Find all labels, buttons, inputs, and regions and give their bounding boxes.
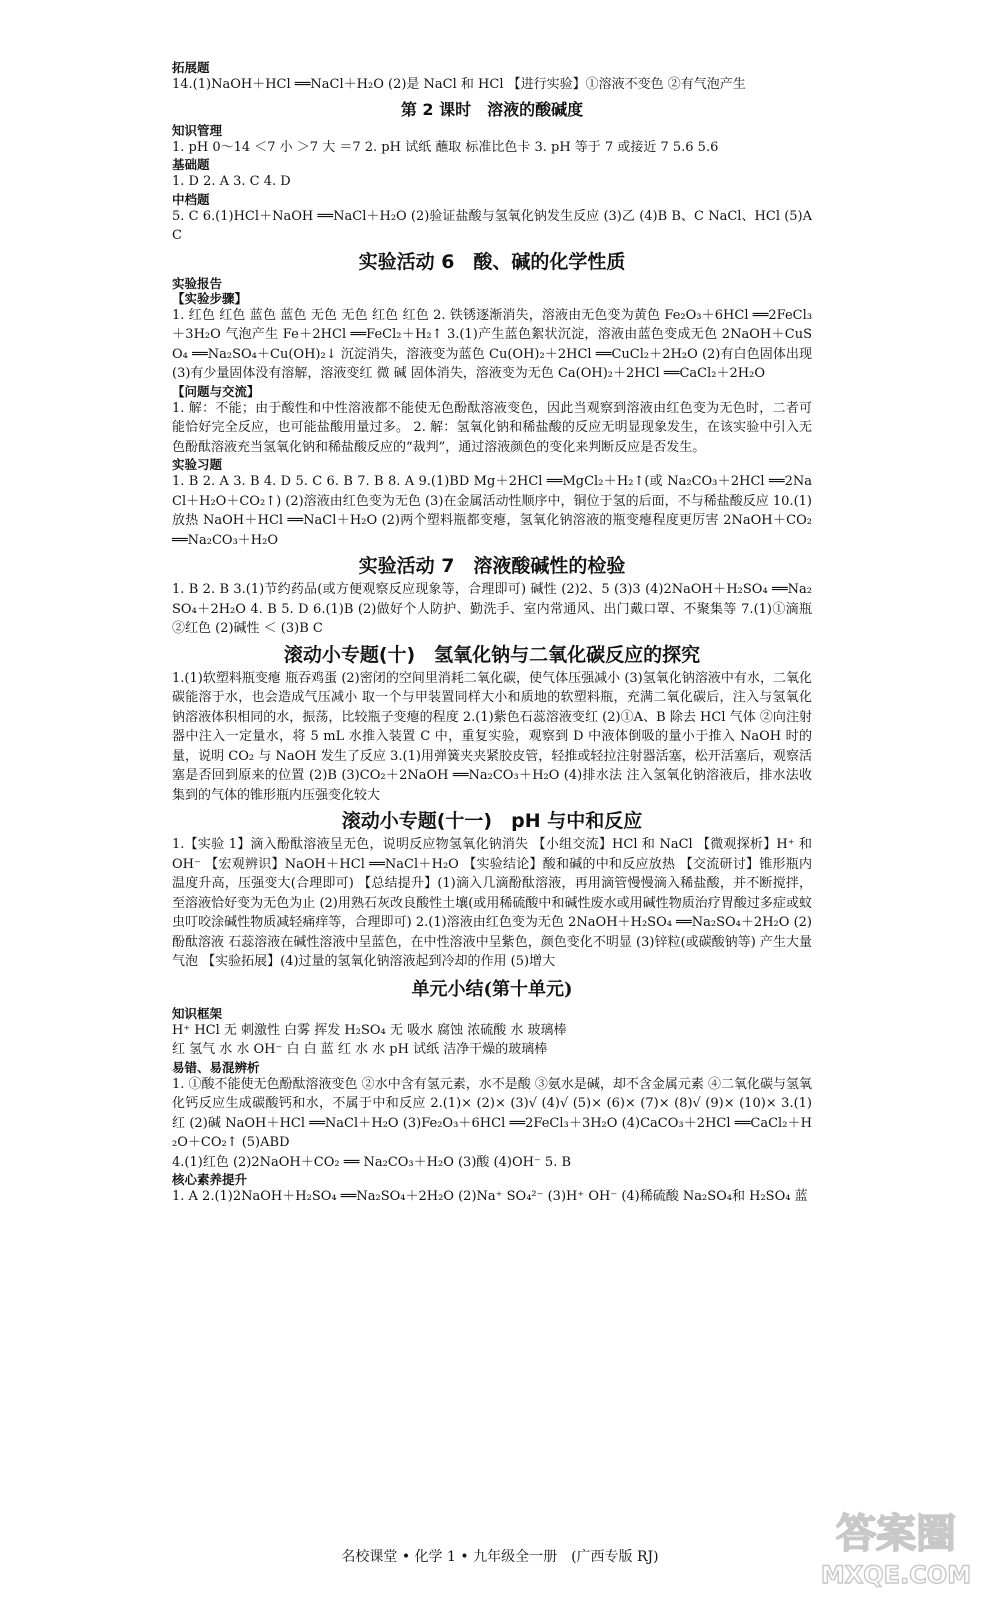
watermark-main-text: 答案圈 [836, 1511, 956, 1557]
section-label-tuozhan: 拓展题 [172, 60, 210, 75]
answer-zhongdang: 5. C 6.(1)HCl＋NaOH ══NaCl＋H₂O (2)验证盐酸与氢氧化钠发生反应 (3)乙 (4)B B、C NaCl、HCl (5)AC [172, 208, 812, 243]
answer-qa: 1. 解：不能；由于酸性和中性溶液都不能使无色酚酞溶液变色，因此当观察到溶液由红色变为无色时，二者可能恰好完全反应，也可能盐酸用量过多。 2. 解：氢氧化钠和稀盐酸的反应无明显现象发生，在该实验中引入无色酚酞溶液充当氢氧化钠和稀盐酸反应的“裁判”，通过溶液颜色的变化来判断反应是否发生。 [172, 400, 812, 455]
label-report: 实验报告 [172, 275, 223, 291]
answer-topic10: 1.(1)软塑料瓶变瘪 瓶吞鸡蛋 (2)密闭的空间里消耗二氧化碳，使气体压强减小 (3)氢氧化钠溶液中有水，二氧化碳能溶于水，也会造成气压减小 取一个与甲装置同样大小和质地的软塑料瓶，充满二氧化碳后，注入与氢氧化钠溶液体积相同的水，振荡，比较瓶子变瘪的程度 2.(1)紫色石蕊溶液变红 (2)①A、B 除去 HCl 气体 ②向注射器中注入一定量水，将 5 mL 水推入装置 C 中，重复实验，观察到 D 中液体倒吸的量小于推入 NaOH 时的量，说明 CO₂ 与 NaOH 发生了反应 3.(1)用弹簧夹夹紧胶皮管，轻推或轻拉注射器活塞，松开活塞后，观察活塞是否回到原来的位置 (2)B (3)CO₂＋2NaOH ══Na₂CO₃＋H₂O (4)排水法 注入氢氧化钠溶液后，排水法收集到的气体的锥形瓶内压强变化较大 [172, 670, 812, 803]
answer-frame-line2: 红 氢气 水 水 OH⁻ 白 白 蓝 红 水 水 pH 试纸 洁净干燥的玻璃棒 [172, 1042, 548, 1057]
answer-core: 1. A 2.(1)2NaOH＋H₂SO₄ ══Na₂SO₄＋2H₂O (2)Na⁺ SO₄²⁻ (3)H⁺ OH⁻ (4)稀硫酸 Na₂SO₄和 H₂SO₄ 蓝 [172, 1189, 808, 1204]
answer-confusion: 1. ①酸不能使无色酚酞溶液变色 ②水中含有氢元素，水不是酸 ③氨水是碱，却不含金属元素 ④二氧化碳与氢氧化钙反应生成碳酸钙和水，不属于中和反应 2.(1)× (2)× (3)√ (4)√ (5)× (6)× (7)× (8)√ (9)× (10)× 3.(1)红 (2)碱 NaOH＋HCl ══NaCl＋H₂O (3)Fe₂O₃＋6HCl ══2FeCl₃＋3H₂O (4)CaCO₃＋2HCl ══CaCl₂＋H₂O＋CO₂↑ (5)ABD [172, 1076, 812, 1150]
answer-jichu: 1. D 2. A 3. C 4. D [172, 174, 291, 189]
activity6-title: 实验活动 6 酸、碱的化学性质 [358, 250, 626, 273]
answer-topic11: 1.【实验 1】滴入酚酞溶液呈无色，说明反应物氢氧化钠消失 【小组交流】HCl 和 NaCl 【微观探析】H⁺ 和 OH⁻ 【宏观辨识】NaOH＋HCl ══NaCl＋H₂O 【实验结论】酸和碱的中和反应放热 【交流研讨】锥形瓶内温度升高，压强变大(合理即可) 【总结提升】(1)滴入几滴酚酞溶液，再用滴管慢慢滴入稀盐酸，并不断搅拌，至溶液恰好变为无色为止 (2)用熟石灰改良酸性土壤(或用稀硫酸中和碱性废水或用碱性物质治疗胃酸过多症或蚊虫叮咬涂碱性物质减轻痛痒等，合理即可) 2.(1)溶液由红色变为无色 2NaOH＋H₂SO₄ ══Na₂SO₄＋2H₂O (2)酚酞溶液 石蕊溶液在碱性溶液中呈蓝色，在中性溶液中呈紫色，颜色变化不明显 (3)锌粒(或碳酸钠等) 产生大量气泡 【实验拓展】(4)过量的氢氧化钠溶液起到冷却的作用 (5)增大 [172, 837, 812, 969]
activity7-title: 实验活动 7 溶液酸碱性的检验 [358, 555, 626, 577]
answer-zhishi: 1. pH 0～14 ＜7 小 ＞7 大 ＝7 2. pH 试纸 蘸取 标准比色卡 3. pH 等于 7 或接近 7 5.6 5.6 [172, 139, 719, 155]
label-steps: 【实验步骤】 [172, 290, 248, 306]
label-zhongdang: 中档题 [172, 191, 210, 207]
label-zhishi: 知识管理 [172, 122, 223, 138]
summary-title: 单元小结(第十单元) [411, 978, 573, 1000]
label-core: 核心素养提升 [172, 1172, 248, 1187]
watermark-logo [812, 1495, 980, 1593]
label-confusion: 易错、易混辨析 [172, 1059, 260, 1075]
answer-confusion-q4: 4.(1)红色 (2)2NaOH＋CO₂ ══ Na₂CO₃＋H₂O (3)酸 (4)OH⁻ 5. B [172, 1154, 572, 1170]
answer-exercise: 1. B 2. A 3. B 4. D 5. C 6. B 7. B 8. A 9.(1)BD Mg＋2HCl ══MgCl₂＋H₂↑(或 Na₂CO₃＋2HCl ══2NaCl＋H₂O＋CO₂↑) (2)溶液由红色变为无色 (3)在金属活动性顺序中，铜位于氢的后面，不与稀盐酸反应 10.(1)放热 NaOH＋HCl ══NaCl＋H₂O (2)两个塑料瓶都变瘪，氢氧化钠溶液的瓶变瘪程度更厉害 2NaOH＋CO₂ ══Na₂CO₃＋H₂O [172, 474, 812, 548]
topic10-title: 滚动小专题(十) 氢氧化钠与二氧化碳反应的探究 [283, 643, 701, 666]
watermark-url-text: MXQE.COM [820, 1561, 972, 1589]
label-frame: 知识框架 [172, 1005, 223, 1021]
label-qa: 【问题与交流】 [172, 383, 260, 399]
label-jichu: 基础题 [172, 157, 210, 172]
page-footer: 名校课堂 • 化学 1 • 九年级全一册 (广西专版 RJ) [341, 1549, 659, 1565]
answer-frame-line1: H⁺ HCl 无 刺激性 白雾 挥发 H₂SO₄ 无 吸水 腐蚀 浓硫酸 水 玻璃棒 [172, 1022, 567, 1038]
topic11-title: 滚动小专题(十一) pH 与中和反应 [341, 810, 643, 832]
answer-q14: 14.(1)NaOH＋HCl ══NaCl＋H₂O (2)是 NaCl 和 HCl 【进行实验】①溶液不变色 ②有气泡产生 [172, 77, 746, 92]
answer-activity7: 1. B 2. B 3.(1)节约药品(或方便观察反应现象等，合理即可) 碱性 (2)2、5 (3)3 (4)2NaOH＋H₂SO₄ ══Na₂SO₄＋2H₂O 4. B 5. D 6.(1)B (2)做好个人防护、勤洗手、室内常通风、出门戴口罩、不聚集等 7.(1)①滴瓶 ②红色 (2)碱性 ＜ (3)B C [172, 582, 812, 636]
label-exercise: 实验习题 [172, 457, 223, 472]
lesson2-title: 第 2 课时 溶液的酸碱度 [400, 99, 584, 119]
answer-steps: 1. 红色 红色 蓝色 蓝色 无色 无色 红色 红色 2. 铁锈逐渐消失，溶液由无色变为黄色 Fe₂O₃＋6HCl ══2FeCl₃＋3H₂O 气泡产生 Fe＋2HCl ══FeCl₂＋H₂↑ 3.(1)产生蓝色絮状沉淀，溶液由蓝色变成无色 2NaOH＋CuSO₄ ══Na₂SO₄＋Cu(OH)₂↓ 沉淀消失，溶液变为蓝色 Cu(OH)₂＋2HCl ══CuCl₂＋2H₂O (2)有白色固体出现 (3)有少量固体没有溶解，溶液变红 微 碱 固体消失，溶液变为无色 Ca(OH)₂＋2HCl ══CaCl₂＋2H₂O [172, 307, 812, 381]
answer-page [172, 60, 812, 1207]
